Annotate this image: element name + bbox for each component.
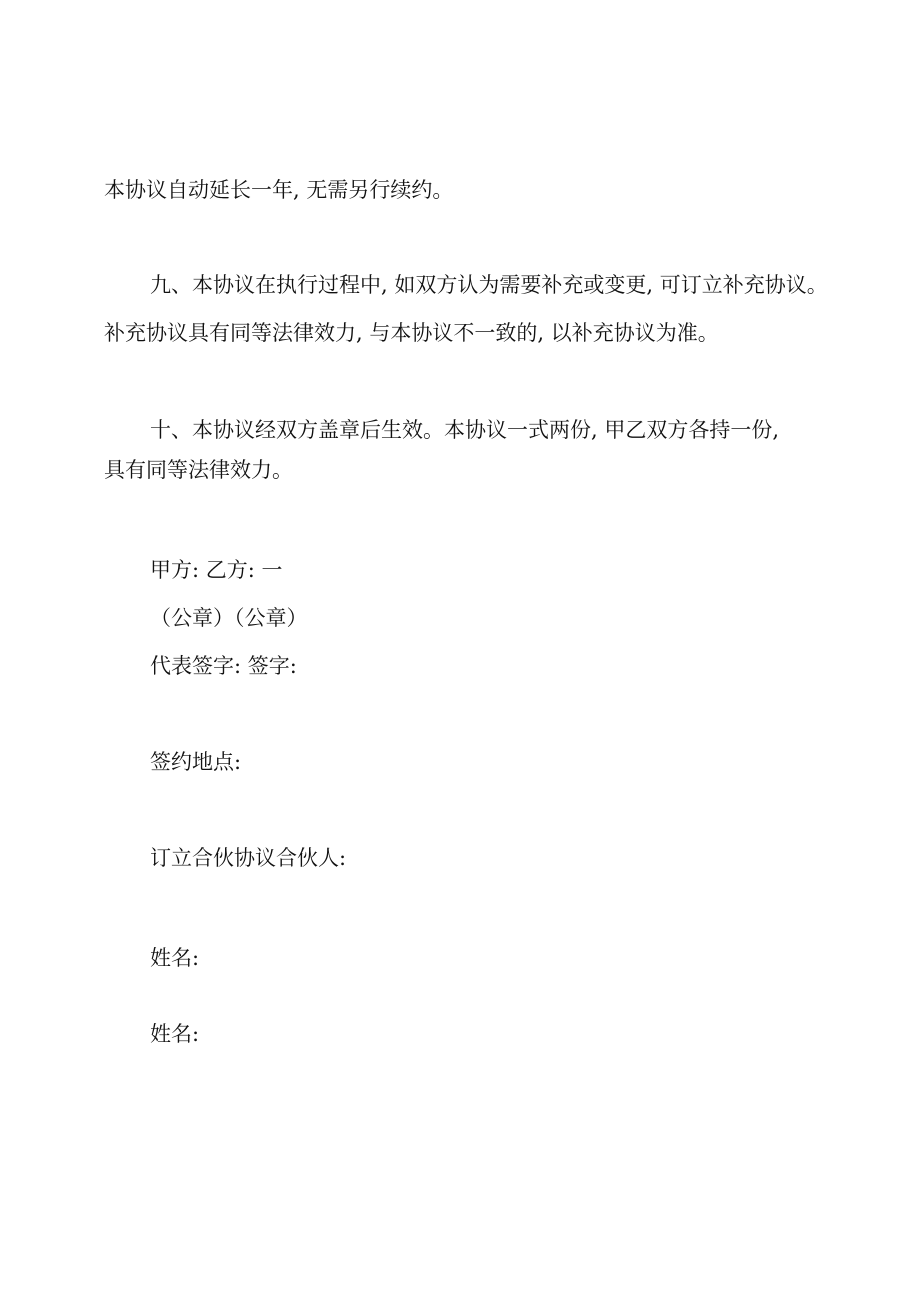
paragraph-9-line-2: 补充协议具有同等法律效力, 与本协议不一致的, 以补充协议为准。 — [104, 321, 719, 345]
parties-line: 甲方: 乙方: 一 — [150, 558, 283, 582]
signing-place-line: 签约地点: — [150, 750, 242, 774]
seals-line: （公章）（公章） — [150, 606, 308, 630]
partners-heading: 订立合伙协议合伙人: — [150, 846, 347, 870]
partner-name-1: 姓名: — [150, 946, 200, 970]
paragraph-8-end: 本协议自动延长一年, 无需另行续约。 — [104, 178, 454, 202]
partner-name-2: 姓名: — [150, 1022, 200, 1046]
paragraph-10-line-2: 具有同等法律效力。 — [104, 458, 293, 482]
paragraph-9-line-1: 九、本协议在执行过程中, 如双方认为需要补充或变更, 可订立补充协议。 — [150, 273, 828, 297]
representative-signature-line: 代表签字: 签字: — [150, 654, 297, 678]
paragraph-10-line-1: 十、本协议经双方盖章后生效。本协议一式两份, 甲乙双方各持一份, — [150, 418, 780, 442]
